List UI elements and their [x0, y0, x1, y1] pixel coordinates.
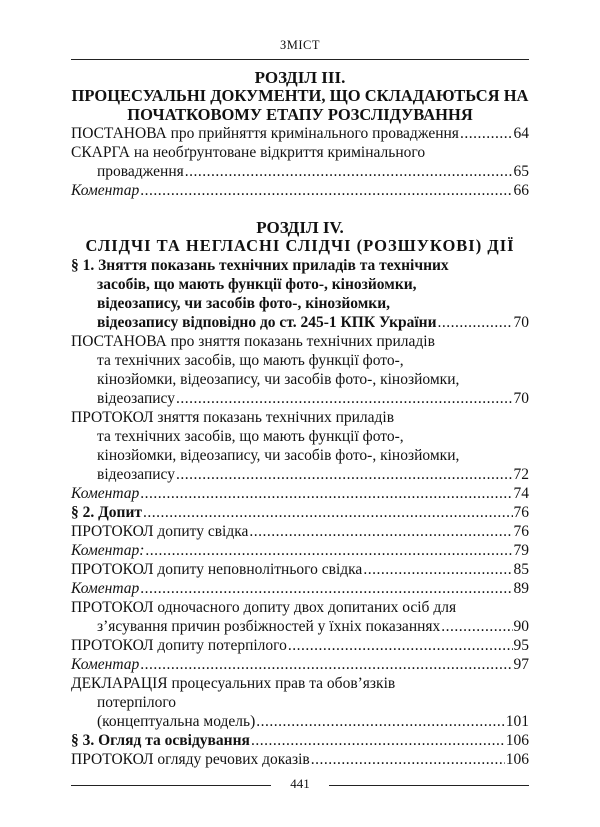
table-of-contents	[71, 68, 529, 769]
toc-entry[interactable]	[71, 579, 529, 598]
toc-entry-text: Коментар	[71, 579, 140, 597]
toc-entry[interactable]	[71, 598, 529, 636]
toc-entry[interactable]	[71, 181, 529, 200]
toc-page-number: 76	[513, 503, 529, 521]
toc-page-number: 64	[513, 125, 529, 142]
dot-leader	[145, 541, 512, 560]
toc-entry-text: та технічних засобів, що мають функції фото-,	[97, 351, 404, 369]
toc-entry-text: § 1. Зняття показань технічних приладів та технічних	[71, 256, 449, 274]
toc-page-number: 76	[513, 522, 529, 540]
toc-entry[interactable]	[71, 522, 529, 541]
toc-page-number: 101	[505, 712, 529, 730]
toc-entry-text: кінозйомки, відеозапису, чи засобів фото-, кінозйомки,	[97, 370, 460, 388]
dot-leader	[363, 560, 512, 579]
toc-entry[interactable]	[71, 124, 529, 143]
toc-entry-text: з’ясування причин розбіжностей у їхніх показаннях	[97, 617, 441, 635]
dot-leader	[256, 712, 505, 731]
toc-entry-text: Коментар:	[71, 541, 145, 559]
toc-entry-text: ПРОТОКОЛ одночасного допиту двох допитаних осіб для	[71, 598, 457, 616]
toc-entry[interactable]	[71, 503, 529, 522]
toc-page-number: 95	[513, 636, 529, 654]
toc-entry[interactable]	[71, 332, 529, 408]
dot-leader	[143, 503, 512, 522]
dot-leader	[140, 484, 512, 503]
dot-leader	[441, 617, 512, 636]
toc-entry[interactable]	[71, 655, 529, 674]
header-rule	[71, 59, 529, 60]
dot-leader	[140, 579, 512, 598]
toc-page-number: 70	[513, 313, 529, 331]
section-4-subtitle: СЛІДЧІ ТА НЕГЛАСНІ СЛІДЧІ (РОЗШУКОВІ) ДІЇ	[85, 236, 515, 255]
toc-entry[interactable]	[71, 484, 529, 503]
dot-leader	[185, 162, 513, 181]
toc-entry[interactable]	[71, 674, 529, 731]
toc-entry-text: ПОСТАНОВА про прийняття кримінального провадження	[71, 125, 459, 142]
toc-entry-text: (концептуальна модель)	[97, 712, 256, 730]
toc-entry-text: ПРОТОКОЛ допиту неповнолітнього свідка	[71, 560, 363, 578]
toc-entry[interactable]	[71, 256, 529, 332]
toc-entry-text: ПРОТОКОЛ огляду речових доказів	[71, 750, 310, 768]
toc-entry-text: ПОСТАНОВА про зняття показань технічних приладів	[71, 332, 435, 350]
dot-leader	[140, 655, 512, 674]
toc-entry-text: ДЕКЛАРАЦІЯ процесуальних прав та обов’язків	[71, 674, 396, 692]
page-number: 441	[290, 776, 310, 791]
toc-entry[interactable]	[71, 731, 529, 750]
dot-leader	[311, 750, 505, 769]
toc-page-number: 106	[505, 750, 529, 768]
toc-entry[interactable]	[71, 560, 529, 579]
toc-entry-text: ПРОТОКОЛ допиту потерпілого	[71, 636, 287, 654]
section-3-subtitle-line-1: ПРОЦЕСУАЛЬНІ ДОКУМЕНТИ, ЩО СКЛАДАЮТЬСЯ НА	[71, 86, 529, 105]
toc-entry-text: ПРОТОКОЛ допиту свідка	[71, 522, 249, 540]
toc-entry-text: відеозапису, чи засобів фото-, кінозйомки,	[97, 294, 391, 312]
toc-entry[interactable]	[71, 408, 529, 484]
toc-entry-text: засобів, що мають функції фото-, кінозйомки,	[97, 275, 417, 293]
toc-page-number: 70	[513, 389, 529, 407]
toc-entry[interactable]	[71, 750, 529, 769]
toc-entry[interactable]	[71, 636, 529, 655]
toc-entry-text: Коментар	[71, 484, 140, 502]
toc-entry-text: Коментар	[71, 182, 140, 199]
toc-entry-text: СКАРГА на необґрунтоване відкриття кримінального	[71, 144, 426, 161]
dot-leader	[140, 181, 512, 200]
toc-page-number: 106	[505, 731, 529, 749]
section-3-title: РОЗДІЛ ІІІ.	[254, 68, 346, 87]
dot-leader	[176, 465, 513, 484]
toc-entry-text: відеозапису	[97, 389, 175, 407]
toc-entry-text: відеозапису	[97, 465, 175, 483]
toc-entry-text: § 3. Огляд та освідування	[71, 731, 250, 749]
dot-leader	[438, 313, 513, 332]
toc-entry-text: ПРОТОКОЛ зняття показань технічних приладів	[71, 408, 395, 426]
toc-page-number: 74	[513, 484, 529, 502]
running-head: ЗМІСТ	[279, 38, 320, 52]
toc-page-number: 72	[513, 465, 529, 483]
toc-entry-text: потерпілого	[97, 693, 177, 711]
toc-entry-text: § 2. Допит	[71, 503, 143, 521]
toc-page-number: 89	[513, 579, 529, 597]
toc-entry-text: відеозапису відповідно до ст. 245-1 КПК України	[97, 313, 437, 331]
toc-entry[interactable]	[71, 541, 529, 560]
dot-leader	[460, 124, 513, 143]
toc-entry-text: провадження	[97, 163, 184, 180]
toc-page-number: 85	[513, 560, 529, 578]
toc-entry-text: Коментар	[71, 655, 140, 673]
toc-entry-text: та технічних засобів, що мають функції фото-,	[97, 427, 404, 445]
footer-rule-right	[329, 785, 529, 786]
section-4-title: РОЗДІЛ IV.	[256, 218, 344, 237]
dot-leader	[249, 522, 512, 541]
toc-entry[interactable]	[71, 143, 529, 181]
toc-page-number: 66	[513, 182, 529, 199]
toc-page-number: 79	[513, 541, 529, 559]
toc-page-number: 97	[513, 655, 529, 673]
dot-leader	[176, 389, 513, 408]
dot-leader	[251, 731, 505, 750]
toc-page-number: 65	[513, 163, 529, 180]
toc-page-number: 90	[513, 617, 529, 635]
section-3-subtitle-line-2: ПОЧАТКОВОМУ ЕТАПУ РОЗСЛІДУВАННЯ	[127, 104, 473, 124]
dot-leader	[288, 636, 513, 655]
toc-entry-text: кінозйомки, відеозапису, чи засобів фото-, кінозйомки,	[97, 446, 460, 464]
